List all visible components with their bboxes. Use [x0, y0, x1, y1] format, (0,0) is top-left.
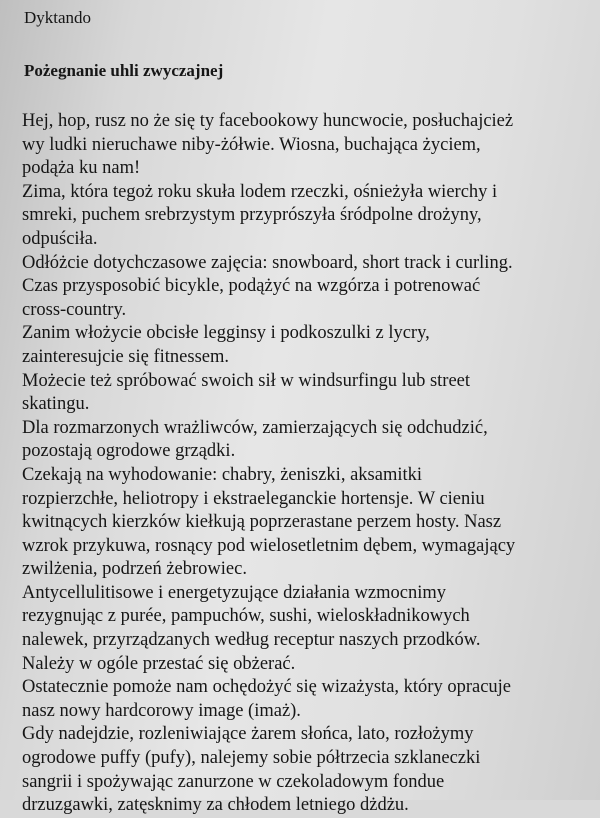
text-line: zwilżenia, podrzeń żebrowiec.: [22, 559, 247, 580]
page-header: Dyktando: [24, 8, 92, 27]
text-line: Gdy nadejdzie, rozleniwiające żarem słońca, lato, rozłożymy: [22, 724, 474, 745]
text-line: nalewek, przyrządzanych według receptur naszych przodków.: [22, 630, 481, 651]
text-line: Czas przysposobić bicykle, podążyć na wzgórza i potrenować: [22, 276, 481, 297]
text-line: Ostatecznie pomoże nam ochędożyć się wizażysta, który opracuje: [22, 677, 512, 698]
text-line: Hej, hop, rusz no że się ty facebookowy huncwocie, posłuchajcież: [22, 111, 514, 131]
text-line: Czekają na wyhodowanie: chabry, żeniszki, aksamitki: [22, 464, 423, 485]
text-line: podąża ku nam!: [22, 158, 141, 179]
text-line: sangrii i spożywając zanurzone w czekoladowym fondue: [22, 771, 445, 792]
text-line: odpuściła.: [22, 228, 98, 249]
text-line: skatingu.: [22, 394, 90, 415]
text-line: ogrodowe puffy (pufy), nalejemy sobie półtrzecia szklaneczki: [22, 748, 481, 769]
text-line: wy ludki nieruchawe niby-żółwie. Wiosna, buchająca życiem,: [22, 134, 481, 155]
text-line: rezygnując z purée, pampuchów, sushi, wieloskładnikowych: [22, 606, 470, 627]
text-line: Antycellulitisowe i energetyzujące działania wzmocnimy: [22, 582, 446, 603]
text-line: smreki, puchem srebrzystym przyprószyła śródpolne drożyny,: [22, 205, 482, 226]
text-line: zainteresujcie się fitnessem.: [22, 346, 230, 367]
text-line: drzuzgawki, zatęsknimy za chłodem letniego dżdżu.: [22, 795, 409, 816]
text-line: wzrok przykuwa, rosnący pod wielosetletnim dębem, wymagający: [22, 535, 516, 556]
text-line: kwitnących kierzków kiełkują poprzerastane perzem hosty. Nasz: [22, 512, 502, 533]
text-line: Dla rozmarzonych wrażliwców, zamierzających się odchudzić,: [22, 417, 488, 438]
text-line: Odłóżcie dotychczasowe zajęcia: snowboard, short track i curling.: [22, 252, 513, 273]
text-line: Należy w ogóle przestać się obżerać.: [22, 653, 296, 674]
text-line: Zanim włożycie obcisłe legginsy i podkoszulki z lycry,: [22, 323, 430, 344]
text-line: pozostają ogrodowe grządki.: [22, 441, 236, 462]
text-line: cross-country.: [22, 299, 127, 320]
dictation-body: [22, 110, 582, 818]
text-line: rozpierzchłe, heliotropy i ekstraeleganckie hortensje. W cieniu: [22, 488, 485, 509]
document-title: Pożegnanie uhli zwyczajnej: [24, 61, 224, 80]
text-line: Możecie też spróbować swoich sił w windsurfingu lub street: [22, 370, 471, 391]
text-line: Zima, która tegoż roku skuła lodem rzeczki, ośnieżyła wierchy i: [22, 181, 498, 202]
text-line: nasz nowy hardcorowy image (imaż).: [22, 700, 301, 721]
